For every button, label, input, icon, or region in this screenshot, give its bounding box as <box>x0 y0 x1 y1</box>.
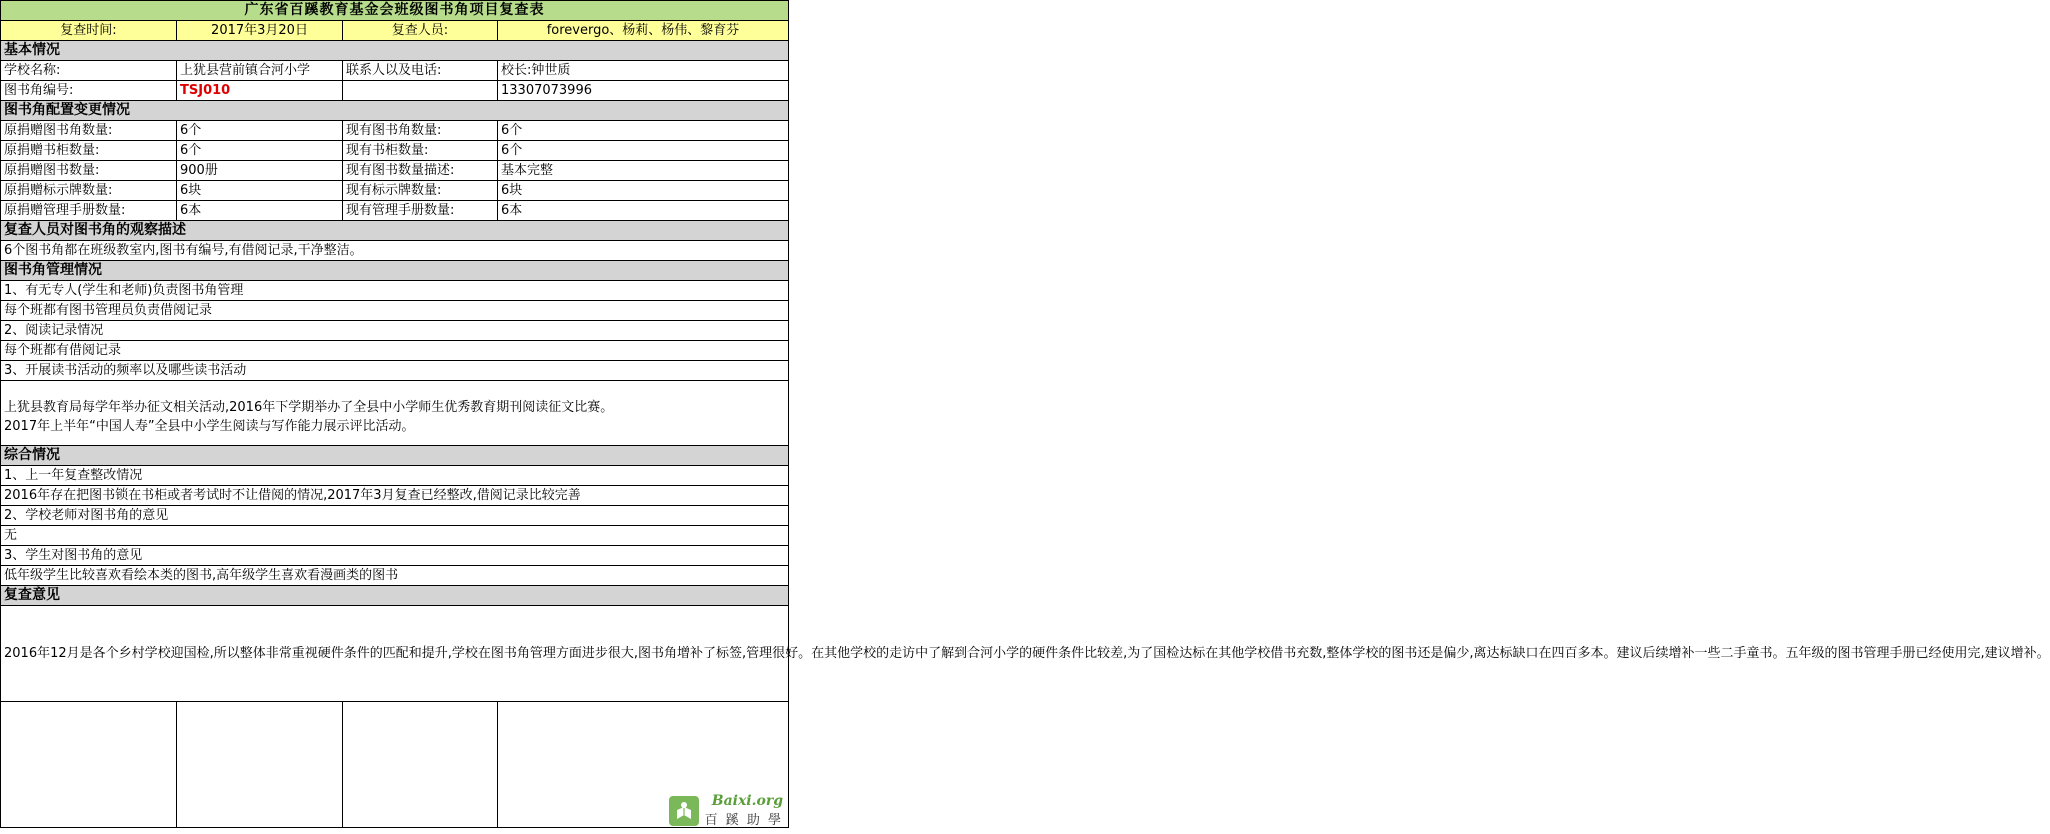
contact-name-value: 校长:钟世质 <box>498 61 789 81</box>
cur-manual-count-label: 现有管理手册数量: <box>343 201 498 221</box>
management-a3-row <box>1 381 789 446</box>
cur-cabinet-count-value: 6个 <box>498 141 789 161</box>
summary-question-2: 2、学校老师对图书角的意见 <box>1 506 789 526</box>
orig-manual-count-label: 原捐赠管理手册数量: <box>1 201 177 221</box>
management-answer-3 <box>1 381 789 446</box>
management-answer-1: 每个班都有图书管理员负责借阅记录 <box>1 301 789 321</box>
orig-sign-count-value: 6块 <box>177 181 343 201</box>
management-answer-2: 每个班都有借阅记录 <box>1 341 789 361</box>
orig-cabinet-count-label: 原捐赠书柜数量: <box>1 141 177 161</box>
orig-book-count-label: 原捐赠图书数量: <box>1 161 177 181</box>
management-section-row <box>1 261 789 281</box>
config-row <box>1 161 789 181</box>
summary-a3-row <box>1 566 789 586</box>
school-name-value: 上犹县营前镇合河小学 <box>177 61 343 81</box>
summary-a1-row <box>1 486 789 506</box>
summary-answer-3: 低年级学生比较喜欢看绘本类的图书,高年级学生喜欢看漫画类的图书 <box>1 566 789 586</box>
observation-row <box>1 241 789 261</box>
watermark-name: 百 蹊 助 學 <box>704 813 783 828</box>
title-row <box>1 1 789 21</box>
config-section-title: 图书角配置变更情况 <box>1 101 789 121</box>
reading-person-icon <box>669 796 699 826</box>
summary-a2-row <box>1 526 789 546</box>
config-row <box>1 141 789 161</box>
management-section-title: 图书角管理情况 <box>1 261 789 281</box>
management-question-2: 2、阅读记录情况 <box>1 321 789 341</box>
summary-question-3: 3、学生对图书角的意见 <box>1 546 789 566</box>
config-section-row <box>1 101 789 121</box>
header-row <box>1 21 789 41</box>
observation-text: 6个图书角都在班级教室内,图书有编号,有借阅记录,干净整洁。 <box>1 241 789 261</box>
summary-section-row <box>1 446 789 466</box>
corner-id-row <box>1 81 789 101</box>
orig-corner-count-label: 原捐赠图书角数量: <box>1 121 177 141</box>
opinion-section-title: 复查意见 <box>1 586 789 606</box>
opinion-row <box>1 606 789 702</box>
observation-section-row <box>1 221 789 241</box>
management-question-3: 3、开展读书活动的频率以及哪些读书活动 <box>1 361 789 381</box>
reviewers-value: forevergo、杨莉、杨伟、黎育芬 <box>498 21 789 41</box>
contact-phone-value: 13307073996 <box>498 81 789 101</box>
management-answer-3-line-1: 上犹县教育局每学年举办征文相关活动,2016年下学期举办了全县中小学师生优秀教育期刊阅读征文比赛。 <box>4 400 614 415</box>
cur-book-desc-label: 现有图书数量描述: <box>343 161 498 181</box>
config-row <box>1 201 789 221</box>
management-q2-row <box>1 321 789 341</box>
basic-section-row <box>1 41 789 61</box>
summary-q3-row <box>1 546 789 566</box>
cur-corner-count-value: 6个 <box>498 121 789 141</box>
opinion-section-row <box>1 586 789 606</box>
summary-answer-1: 2016年存在把图书锁在书柜或者考试时不让借阅的情况,2017年3月复查已经整改,借阅记录比较完善 <box>1 486 789 506</box>
management-q1-row <box>1 281 789 301</box>
basic-section-title: 基本情况 <box>1 41 789 61</box>
corner-id-value: TSJ010 <box>177 81 343 101</box>
cur-corner-count-label: 现有图书角数量: <box>343 121 498 141</box>
orig-cabinet-count-value: 6个 <box>177 141 343 161</box>
grid-spacer-cell <box>177 702 343 828</box>
cur-sign-count-label: 现有标示牌数量: <box>343 181 498 201</box>
reviewers-label: 复查人员: <box>343 21 498 41</box>
management-a1-row <box>1 301 789 321</box>
review-date-value: 2017年3月20日 <box>177 21 343 41</box>
orig-book-count-value: 900册 <box>177 161 343 181</box>
management-answer-3-line-2: 2017年上半年“中国人寿”全县中小学生阅读与写作能力展示评比活动。 <box>4 419 415 434</box>
config-row <box>1 121 789 141</box>
contact-blank-cell <box>343 81 498 101</box>
watermark-brand: Baixi.org <box>711 793 783 809</box>
grid-spacer-cell <box>343 702 498 828</box>
summary-section-title: 综合情况 <box>1 446 789 466</box>
school-name-label: 学校名称: <box>1 61 177 81</box>
management-a2-row <box>1 341 789 361</box>
baixi-watermark <box>669 793 783 828</box>
school-row <box>1 61 789 81</box>
orig-corner-count-value: 6个 <box>177 121 343 141</box>
orig-sign-count-label: 原捐赠标示牌数量: <box>1 181 177 201</box>
management-q3-row <box>1 361 789 381</box>
cur-sign-count-value: 6块 <box>498 181 789 201</box>
management-question-1: 1、有无专人(学生和老师)负责图书角管理 <box>1 281 789 301</box>
review-date-label: 复查时间: <box>1 21 177 41</box>
summary-q1-row <box>1 466 789 486</box>
observation-section-title: 复查人员对图书角的观察描述 <box>1 221 789 241</box>
orig-manual-count-value: 6本 <box>177 201 343 221</box>
summary-q2-row <box>1 506 789 526</box>
cur-manual-count-value: 6本 <box>498 201 789 221</box>
corner-id-label: 图书角编号: <box>1 81 177 101</box>
cur-cabinet-count-label: 现有书柜数量: <box>343 141 498 161</box>
grid-spacer-cell <box>1 702 177 828</box>
opinion-text: 2016年12月是各个乡村学校迎国检,所以整体非常重视硬件条件的匹配和提升,学校在图书角管理方面进步很大,图书角增补了标签,管理很好。在其他学校的走访中了解到合河小学的硬件条件比较差,为了国检达标在其他学校借书充数,整体学校的图书还是偏少,离达标缺口在四百多本。建议后续增补一些二手童书。五年级的图书管理手册已经使用完,建议增补。 <box>1 606 789 702</box>
form-title: 广东省百蹊教育基金会班级图书角项目复查表 <box>1 1 789 21</box>
cur-book-desc-value: 基本完整 <box>498 161 789 181</box>
watermark-text <box>705 793 783 828</box>
config-row <box>1 181 789 201</box>
contact-label: 联系人以及电话: <box>343 61 498 81</box>
summary-answer-2: 无 <box>1 526 789 546</box>
summary-question-1: 1、上一年复查整改情况 <box>1 466 789 486</box>
